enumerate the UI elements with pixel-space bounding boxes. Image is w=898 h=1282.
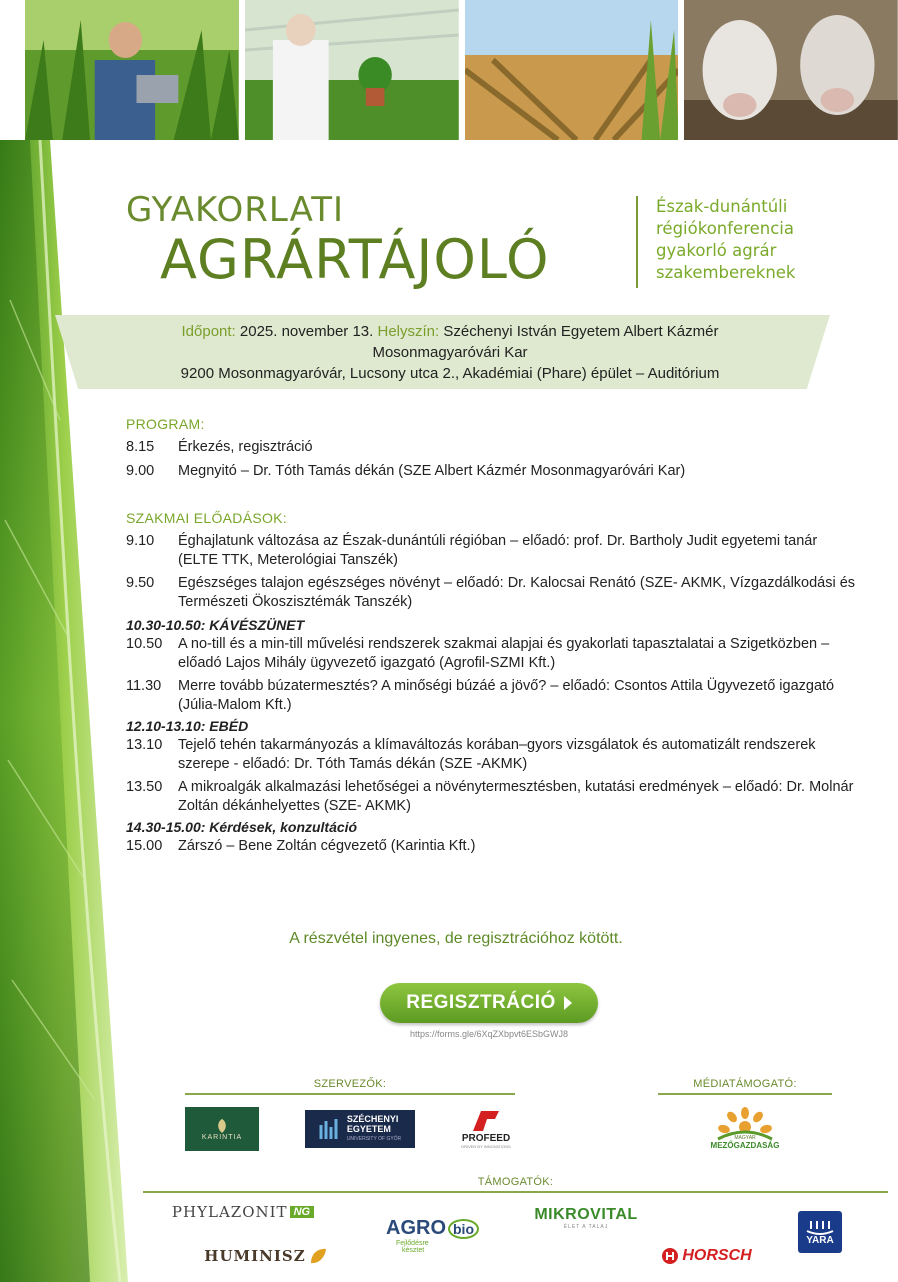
mikrovital-logo — [530, 1203, 642, 1233]
free-participation-text: A részvétel ingyenes, de regisztrációhoz kötött. — [289, 930, 623, 947]
registration-button-label: REGISZTRÁCIÓ — [406, 992, 556, 1013]
item-text: Merre tovább búzatermesztés? A minőségi búzáé a jövő? – előadó: Csontos Attila Ügyvezető igazgató (Júlia-Malom Kft.) — [178, 678, 835, 713]
title-small: GYAKORLATI — [126, 190, 345, 230]
supporters-heading: TÁMOGATÓK: — [477, 1176, 554, 1188]
date-value: 2025. november 13. — [239, 323, 374, 340]
item-text: Tejelő tehén takarmányozás a klímaváltozás korában–gyors vizsgálatok és automatizált rendszerek szerepe - előadó: Dr. Tóth Tamás dékán (SZE -AKMK) — [178, 737, 816, 772]
lecture-item — [126, 677, 856, 714]
horsch-logo — [654, 1244, 760, 1268]
supporters-divider — [143, 1191, 888, 1193]
media-divider — [658, 1093, 832, 1095]
viking-ship-icon — [805, 1219, 835, 1235]
lectures-heading: SZAKMAI ELŐADÁSOK: — [126, 510, 287, 526]
leaf-background-image — [0, 0, 140, 1282]
agro-sub2: késztet — [402, 1246, 425, 1254]
phylazonit-ng-text: NG — [290, 1206, 315, 1218]
event-title — [126, 190, 550, 291]
agro-bio-text: bio — [448, 1219, 479, 1239]
lecture-item — [126, 574, 856, 611]
horsch-mark-icon — [662, 1248, 678, 1264]
magyar-mezogazdasag-logo — [700, 1100, 790, 1155]
mikrovital-text: MIKROVITAL — [534, 1206, 638, 1223]
item-time: 13.50 — [126, 779, 163, 795]
break-coffee: 10.30-10.50: KÁVÉSZÜNET — [126, 617, 305, 633]
photo-corn-field — [465, 0, 679, 140]
sze-line1: SZÉCHENYI — [346, 1114, 399, 1124]
item-time: 9.50 — [126, 575, 155, 591]
profeed-text: PROFEED — [461, 1133, 511, 1144]
title-big: AGRÁRTÁJOLÓ — [160, 228, 550, 291]
subtitle-line: régiókonferencia — [656, 219, 795, 238]
mg-line1: MAGYAR — [734, 1135, 756, 1141]
agrobio-logo — [386, 1210, 490, 1260]
photo-farmer-laptop — [25, 0, 239, 140]
organizers-heading: SZERVEZŐK: — [313, 1078, 387, 1090]
subtitle-line: gyakorló agrár — [656, 241, 777, 260]
play-arrow-icon — [564, 996, 572, 1010]
place-line2: Mosonmagyaróvári Kar — [372, 344, 528, 361]
subtitle-line: Észak-dunántúli — [656, 197, 788, 216]
karintia-logo — [185, 1107, 259, 1151]
yara-text: YARA — [806, 1234, 834, 1246]
item-time: 8.15 — [126, 439, 155, 455]
sze-emblem-icon — [319, 1117, 341, 1141]
item-time: 9.00 — [126, 462, 155, 479]
item-time: 10.50 — [126, 636, 163, 652]
lecture-item — [126, 778, 856, 815]
place-label: Helyszín: — [377, 323, 440, 340]
sze-logo — [305, 1110, 415, 1148]
event-info — [90, 321, 810, 384]
address: 9200 Mosonmagyaróvár, Lucsony utca 2., Akadémiai (Phare) épület – Auditórium — [180, 365, 720, 382]
item-text: Éghajlatunk változása az Észak-dunántúli régióban – előadó: prof. Dr. Bartholy Judit egyetemi tanár (ELTE TTK, Meterológiai Tanszék) — [178, 533, 818, 568]
item-text: A mikroalgák alkalmazási lehetőségei a növénytermesztésben, kutatási eredmények – előadó: Dr. Molnár Zoltán dékánhelyettes (SZE- AKMK) — [178, 779, 854, 814]
karintia-leaf-icon — [212, 1118, 232, 1134]
agro-text: AGRO — [386, 1216, 446, 1239]
organizers-divider — [185, 1093, 515, 1095]
title-divider — [636, 196, 638, 288]
program-item — [126, 438, 856, 457]
photo-cows — [684, 0, 898, 140]
item-time: 9.10 — [126, 533, 155, 549]
registration-button[interactable] — [380, 983, 598, 1023]
lecture-item — [126, 736, 856, 773]
event-subtitle — [656, 196, 856, 284]
item-text: A no-till és a min-till művelési rendszerek szakmai alapjai és gyakorlati tapasztalatai a Szigetközben – előadó Lajos Mihály ügyvezető igazgató (Agrofil-SZMI Kft.) — [178, 636, 830, 671]
profeed-logo — [458, 1104, 514, 1154]
lecture-item — [126, 532, 856, 569]
lecture-item — [126, 837, 856, 856]
item-text: Érkezés, regisztráció — [178, 439, 313, 455]
break-lunch: 12.10-13.10: EBÉD — [126, 718, 249, 734]
mg-line2: MEZŐGAZDASÁG — [710, 1141, 780, 1150]
place-value: Széchenyi István Egyetem Albert Kázmér — [443, 323, 719, 340]
program-section — [126, 416, 856, 856]
item-text: Zárszó – Bene Zoltán cégvezető (Karintia Kft.) — [178, 838, 476, 854]
profeed-sub: DRIVEN BY INNOVATIONS — [461, 1144, 511, 1149]
subtitle-line: szakembereknek — [656, 263, 796, 282]
phylazonit-logo — [168, 1200, 318, 1224]
item-time: 15.00 — [126, 838, 163, 854]
phylazonit-text: PHYLAZONIT — [171, 1203, 288, 1221]
date-label: Időpont: — [181, 323, 236, 340]
program-heading: PROGRAM: — [126, 416, 205, 432]
photo-scientist-greenhouse — [245, 0, 459, 140]
break-questions: 14.30-15.00: Kérdések, konzultáció — [126, 819, 358, 835]
profeed-mark-icon — [469, 1109, 503, 1133]
karintia-text: KARINTIA — [201, 1133, 243, 1141]
lecture-item — [126, 635, 856, 672]
item-time: 11.30 — [126, 678, 162, 694]
leaf-swirl-icon — [308, 1246, 328, 1266]
horsch-text: HORSCH — [682, 1247, 752, 1264]
mikrovital-sub: ÉLET A TALAJ — [563, 1224, 609, 1230]
sze-line2: EGYETEM — [346, 1124, 391, 1134]
yara-logo — [798, 1211, 842, 1253]
item-text: Megnyitó – Dr. Tóth Tamás dékán (SZE Albert Kázmér Mosonmagyaróvári Kar) — [178, 462, 686, 479]
item-time: 13.10 — [126, 737, 163, 753]
media-heading: MÉDIATÁMOGATÓ: — [693, 1078, 797, 1090]
header-photo-strip — [25, 0, 898, 140]
registration-link[interactable]: https://forms.gle/6XqZXbpvt6ESbGWJ8 — [409, 1029, 569, 1039]
sze-line3: UNIVERSITY OF GYŐR — [346, 1136, 402, 1142]
agro-sub1: Fejlődésre — [396, 1239, 429, 1247]
huminisz-text: HUMINISZ — [204, 1247, 306, 1265]
huminisz-logo — [203, 1244, 329, 1268]
item-text: Egészséges talajon egészséges növényt – előadó: Dr. Kalocsai Renátó (SZE- AKMK, Vízgazdálkodási és Természeti Ökoszisztémák Tanszék) — [178, 575, 856, 610]
program-item — [126, 462, 856, 481]
